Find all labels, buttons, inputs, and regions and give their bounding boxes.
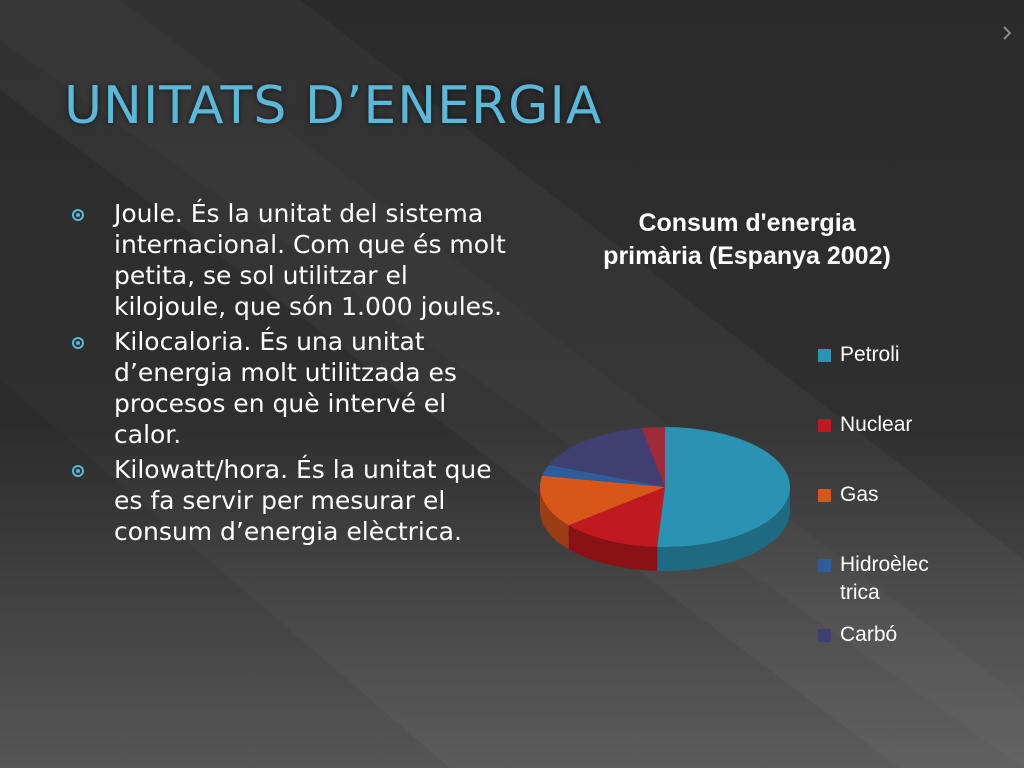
bullet-circle-icon bbox=[72, 337, 84, 349]
legend-label: Gas bbox=[840, 483, 879, 506]
pie-chart bbox=[520, 195, 1010, 675]
legend-label: Petroli bbox=[840, 343, 900, 366]
bullet-circle-icon bbox=[72, 465, 84, 477]
legend-label: Nuclear bbox=[840, 413, 913, 436]
legend-item bbox=[818, 551, 929, 607]
legend-item bbox=[818, 481, 879, 509]
legend-label: trica bbox=[840, 581, 880, 604]
bullet-item bbox=[72, 454, 512, 547]
legend-swatch bbox=[818, 559, 831, 572]
bullet-circle-icon bbox=[72, 209, 84, 221]
legend-item bbox=[818, 621, 897, 649]
bullet-item bbox=[72, 198, 512, 322]
slide-title: UNITATS D’ENERGIA bbox=[64, 76, 603, 136]
legend-label: Carbó bbox=[840, 623, 898, 646]
legend-swatch bbox=[818, 629, 831, 642]
legend-item bbox=[818, 411, 912, 439]
pie-chart-plot bbox=[520, 195, 1010, 675]
bullet-item bbox=[72, 326, 512, 450]
legend-swatch bbox=[818, 419, 831, 432]
bullet-list bbox=[72, 198, 512, 551]
legend-swatch bbox=[818, 349, 831, 362]
legend-swatch bbox=[818, 489, 831, 502]
bullet-text: Kilowatt/hora. És la unitat que es fa servir per mesurar el consum d’energia elèctrica. bbox=[114, 455, 492, 546]
chart-title: Consum d'energia primària (Espanya 2002) bbox=[603, 209, 891, 270]
bullet-text: Joule. És la unitat del sistema internacional. Com que és molt petita, se sol utilitzar el kilojoule, que són 1.000 joules. bbox=[114, 199, 506, 321]
legend-label: Hidroèlec bbox=[840, 553, 929, 576]
bullet-text: Kilocaloria. És una unitat d’energia molt utilitzada es procesos en què intervé el calor. bbox=[114, 327, 457, 449]
legend-item bbox=[818, 341, 900, 369]
